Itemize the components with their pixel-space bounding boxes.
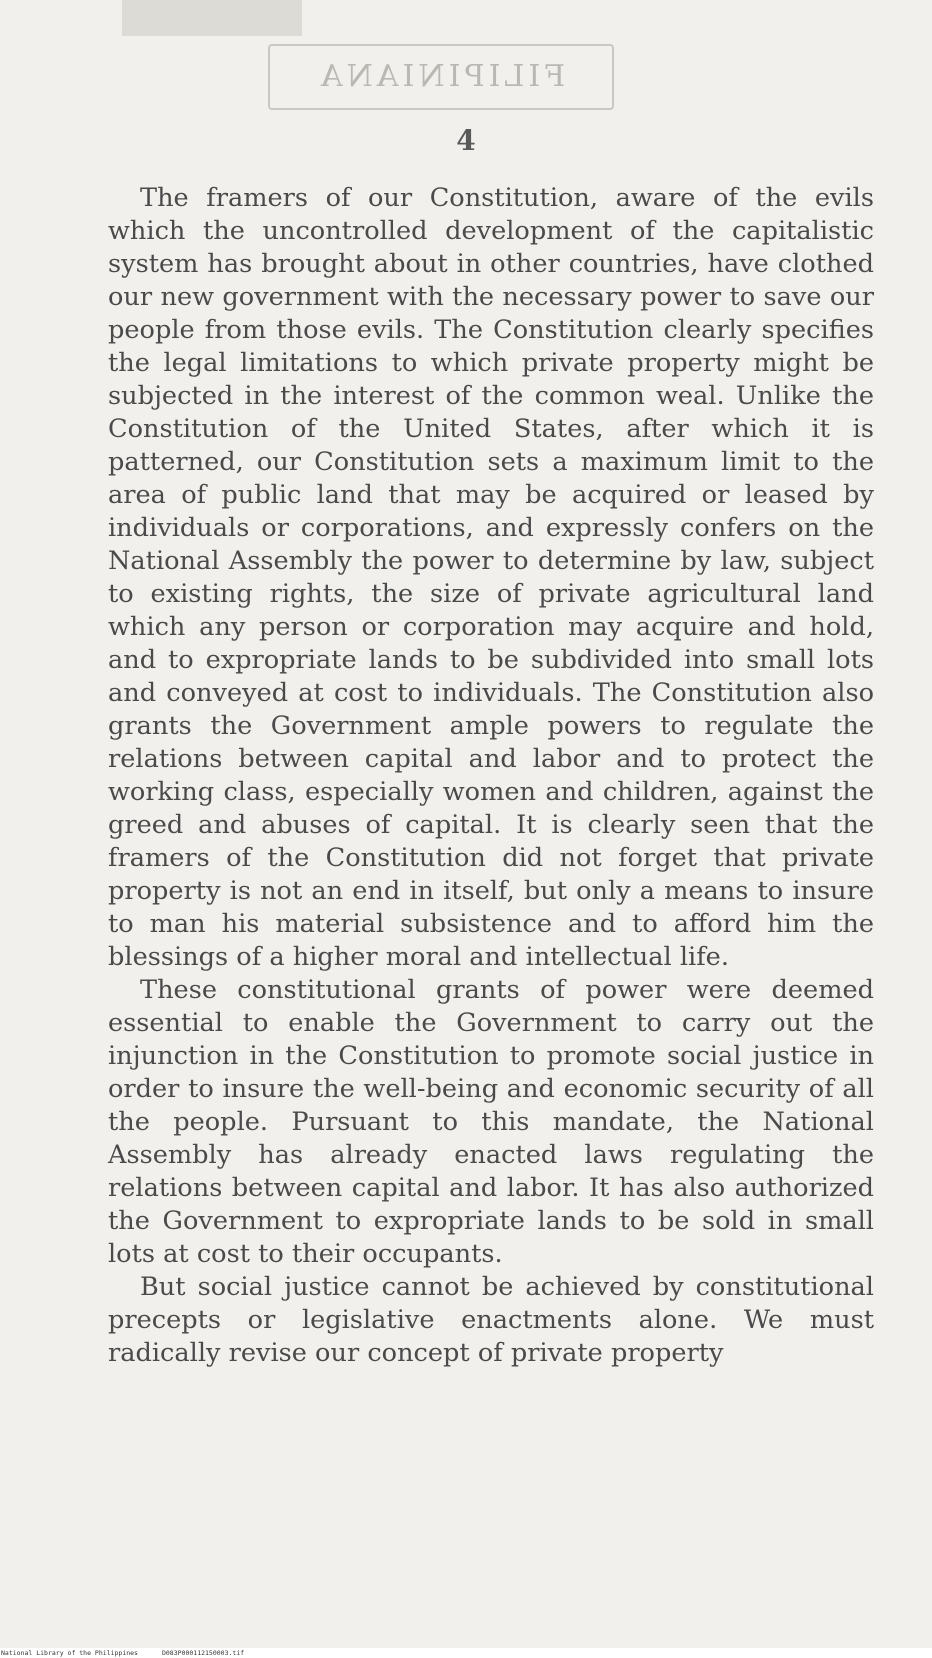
scan-footer: [0, 1648, 932, 1658]
paragraph-3: But social justice cannot be achieved by constitutional precepts or legislative enactments alone. We must radically revise our concept of private property: [108, 1272, 874, 1368]
footer-library: National Library of the Philippines: [1, 1649, 138, 1657]
library-stamp: FILIPINIANA: [268, 44, 614, 110]
page-number: 4: [456, 124, 476, 157]
footer-file-id: D083P000112150003.tif: [161, 1649, 245, 1657]
paragraph-1: The framers of our Constitution, aware of the evils which the uncontrolled development of the capitalistic system has brought about in other countries, have clothed our new government with the necessary power to save our people from those evils. The Constitution clearly specifies the legal limitations to which private property might be subjected in the interest of the common weal. Unlike the Constitution of the United States, after which it is patterned, our Constitution sets a maximum limit to the area of public land that may be acquired or leased by individuals or corporations, and expressly confers on the National Assembly the power to determine by law, subject to existing rights, the size of private agricultural land which any person or corporation may acquire and hold, and to expropriate lands to be subdivided into small lots and conveyed at cost to individuals. The Constitution also grants the Government ample powers to regulate the relations between capital and labor and to protect the working class, especially women and children, against the greed and abuses of capital. It is clearly seen that the framers of the Constitution did not forget that private property is not an end in itself, but only a means to insure to man his material subsistence and to afford him the blessings of a higher moral and intellectual life.: [108, 183, 874, 972]
body-text: [108, 182, 874, 1370]
paragraph-2: These constitutional grants of power were deemed essential to enable the Government to carry out the injunction in the Constitution to promote social justice in order to insure the well-being and economic security of all the people. Pursuant to this mandate, the National Assembly has already enacted laws regulating the relations between capital and labor. It has also authorized the Government to expropriate lands to be sold in small lots at cost to their occupants.: [108, 975, 874, 1269]
tape-mark: [122, 0, 302, 36]
